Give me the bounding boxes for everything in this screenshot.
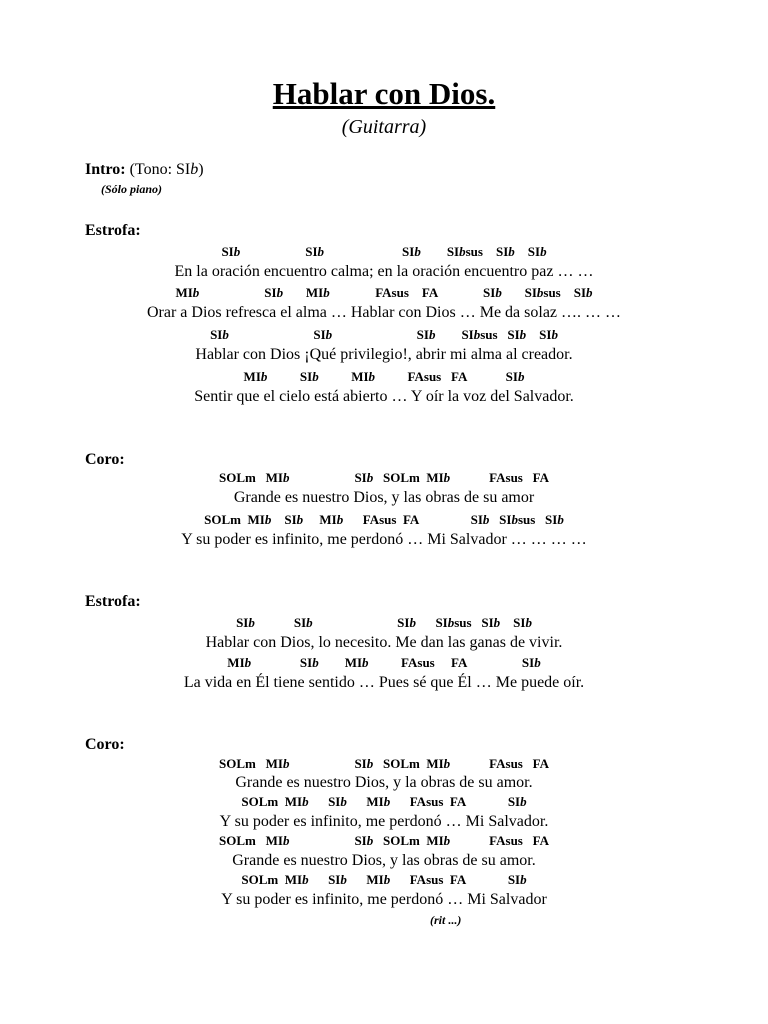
- chord-line: SIb SIb SIb SIbsus SIb SIb: [236, 615, 532, 630]
- lyric-line: Y su poder es infinito, me perdonó … Mi Salvador … … … …: [181, 531, 587, 548]
- ritardando-note: (rit ...): [430, 913, 462, 927]
- intro-key: (Tono: SIb): [129, 161, 204, 178]
- chord-line: MIb SIb MIb FAsus FA SIb SIbsus SIb: [175, 285, 593, 300]
- lyric-line: La vida en Él tiene sentido … Pues sé que Él … Me puede oír.: [183, 674, 585, 691]
- intro-label: Intro:: [85, 161, 126, 178]
- chord-line: SOLm MIb SIb MIb FAsus FA SIb: [241, 872, 527, 887]
- lyric-line: Sentir que el cielo está abierto … Y oír la voz del Salvador.: [194, 388, 574, 405]
- lyric-line: Y su poder es infinito, me perdonó … Mi Salvador: [221, 891, 547, 908]
- lyric-line: Orar a Dios refresca el alma … Hablar con Dios … Me da solaz …. … …: [146, 304, 622, 321]
- lyric-line: Grande es nuestro Dios, y las obras de su amor.: [232, 852, 536, 869]
- song-subtitle: (Guitarra): [341, 116, 427, 138]
- chord-line: SIb SIb SIb SIbsus SIb SIb: [221, 244, 547, 259]
- section-heading-estrofa-2: Estrofa:: [85, 593, 141, 610]
- chord-line: SOLm MIb SIb MIb FAsus FA SIb SIbsus SIb: [204, 512, 564, 527]
- lyric-line: Hablar con Dios, lo necesito. Me dan las ganas de vivir.: [205, 634, 563, 651]
- chord-line: MIb SIb MIb FAsus FA SIb: [243, 369, 525, 384]
- lyric-line: Grande es nuestro Dios, y la obras de su amor.: [235, 774, 533, 791]
- intro-line: [85, 160, 204, 180]
- song-title: Hablar con Dios.: [272, 76, 496, 111]
- chord-line: SOLm MIb SIb SOLm MIb FAsus FA: [219, 756, 549, 771]
- chord-line: SIb SIb SIb SIbsus SIb SIb: [210, 327, 558, 342]
- section-heading-estrofa-1: Estrofa:: [85, 222, 141, 239]
- lyric-line: Y su poder es infinito, me perdonó … Mi Salvador.: [219, 813, 549, 830]
- lyric-line: Grande es nuestro Dios, y las obras de su amor: [233, 489, 535, 506]
- section-heading-coro-2: Coro:: [85, 736, 125, 753]
- chord-line: SOLm MIb SIb MIb FAsus FA SIb: [241, 794, 527, 809]
- chord-line: MIb SIb MIb FAsus FA SIb: [227, 655, 541, 670]
- section-heading-coro-1: Coro:: [85, 451, 125, 468]
- chord-line: SOLm MIb SIb SOLm MIb FAsus FA: [219, 833, 549, 848]
- lyric-line: En la oración encuentro calma; en la oración encuentro paz … …: [174, 263, 594, 280]
- chord-line: SOLm MIb SIb SOLm MIb FAsus FA: [219, 470, 549, 485]
- intro-note: (Sólo piano): [101, 182, 163, 196]
- lyric-line: Hablar con Dios ¡Qué privilegio!, abrir mi alma al creador.: [195, 346, 573, 363]
